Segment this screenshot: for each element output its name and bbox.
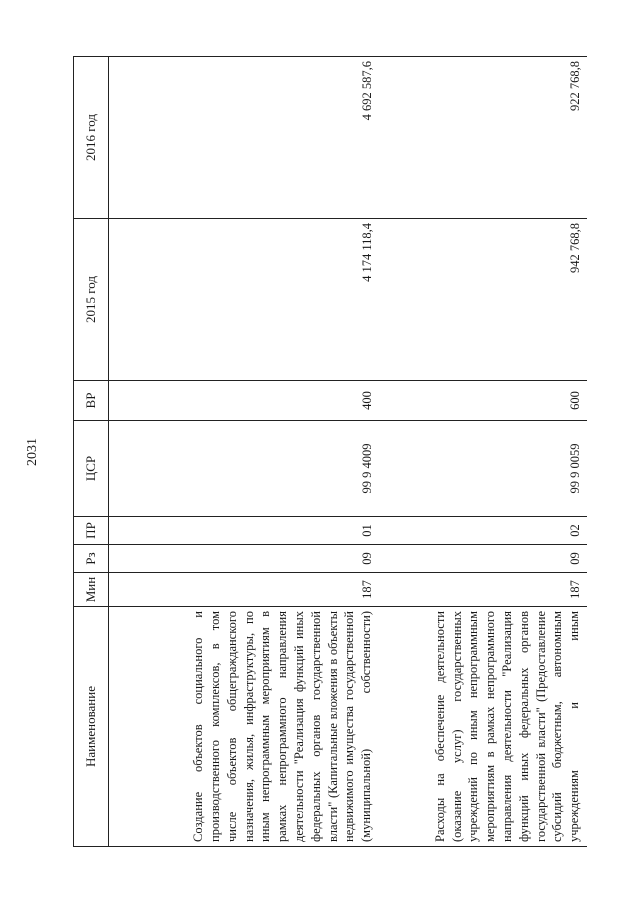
row-min: 187 xyxy=(379,573,587,607)
row-pr: 02 xyxy=(379,517,587,545)
row-csr: 99 9 4009 xyxy=(109,421,380,517)
row-2015: 942 768,8 xyxy=(379,219,587,381)
page-number: 2031 xyxy=(25,438,40,466)
row-name: Создание объектов социального и производственного комплексов, в том числе объектов общегражданского назначения, жилья, инфраструктуры, по иным непрограммным мероприятиям в рамках непрограммного направления деятельности "Реализация функций иных федеральных органов государственной власти" (Капитальные вложения в объекты недвижимого имущества государственной (муниципальной) собственности) xyxy=(109,607,380,847)
table-row xyxy=(109,57,380,847)
row-vr: 400 xyxy=(109,381,380,421)
table-header-row xyxy=(74,57,109,847)
row-pr: 01 xyxy=(109,517,380,545)
row-csr: 99 9 0059 xyxy=(379,421,587,517)
header-2015: 2015 год xyxy=(74,219,109,381)
row-2015: 4 174 118,4 xyxy=(109,219,380,381)
header-min: Мин xyxy=(74,573,109,607)
row-rz: 09 xyxy=(109,545,380,573)
row-2016: 4 692 587,6 xyxy=(109,57,380,219)
row-rz: 09 xyxy=(379,545,587,573)
header-2016: 2016 год xyxy=(74,57,109,219)
header-rz: Рз xyxy=(74,545,109,573)
row-min: 187 xyxy=(109,573,380,607)
row-vr: 600 xyxy=(379,381,587,421)
header-name: Наименование xyxy=(74,607,109,847)
row-2016: 922 768,8 xyxy=(379,57,587,219)
header-csr: ЦСР xyxy=(74,421,109,517)
row-name: Расходы на обеспечение деятельности (оказание услуг) государственных учреждений по иным непрограммным мероприятиям в рамках непрограммного направления деятельности "Реализация функций иных федеральных органов государственной власти" (Предоставление субсидий бюджетным, автономным учреждениям и иным xyxy=(379,607,587,847)
header-pr: ПР xyxy=(74,517,109,545)
header-vr: ВР xyxy=(74,381,109,421)
table-row xyxy=(379,57,587,847)
budget-table xyxy=(73,56,587,847)
